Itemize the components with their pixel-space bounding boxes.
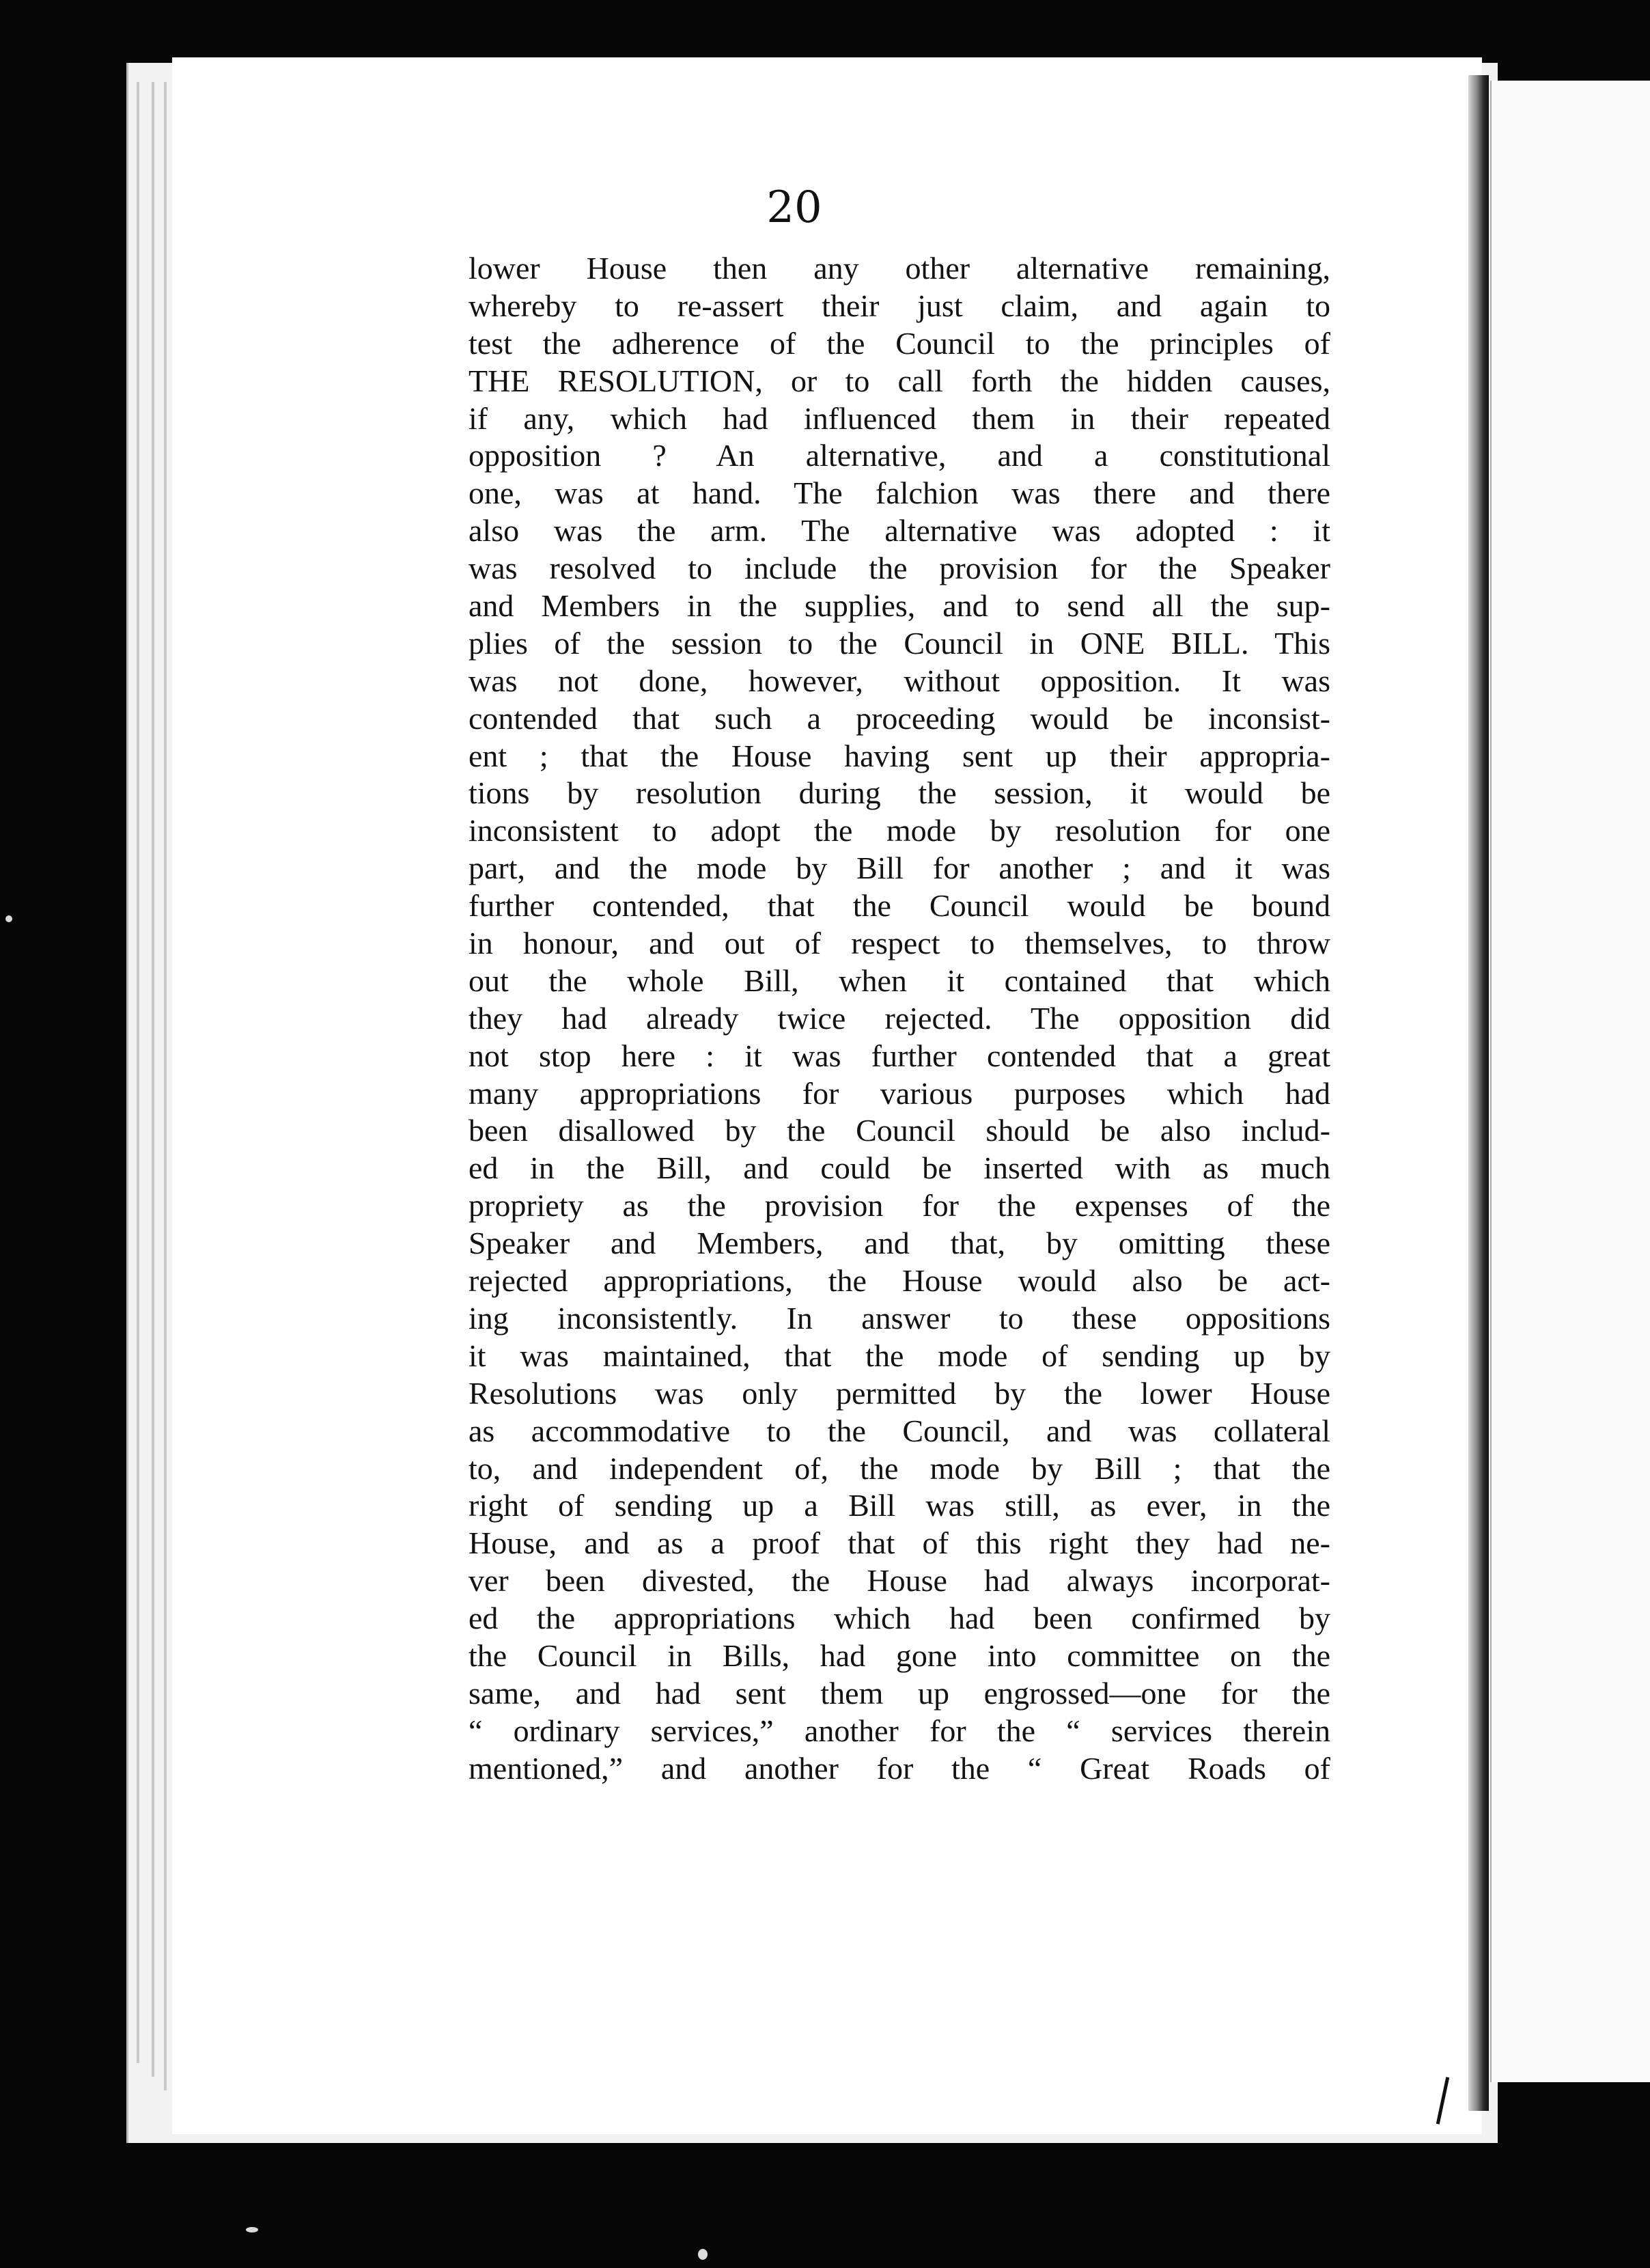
text-line: also was the arm. The alternative was adopted : it (469, 513, 1330, 549)
text-line: right of sending up a Bill was still, as ever, in the (469, 1488, 1330, 1523)
page-gutter (1468, 75, 1489, 2111)
text-line: House, and as a proof that of this right they had ne- (469, 1525, 1330, 1561)
text-line: tions by resolution during the session, it would be (469, 775, 1330, 811)
text-line: ed the appropriations which had been confirmed by (469, 1601, 1330, 1636)
body-text (469, 250, 1330, 1788)
text-line: one, was at hand. The falchion was there and there (469, 475, 1330, 511)
text-line: rejected appropriations, the House would also be act- (469, 1263, 1330, 1299)
page-edge (152, 82, 154, 2077)
text-line: lower House then any other alternative remaining, (469, 251, 1330, 286)
text-line: in honour, and out of respect to themselves, to throw (469, 926, 1330, 961)
page-edge (164, 82, 167, 2090)
text-line: as accommodative to the Council, and was collateral (469, 1413, 1330, 1448)
text-line: was not done, however, without opposition. It was (469, 663, 1330, 698)
text-line: plies of the session to the Council in ONE BILL. This (469, 625, 1330, 661)
speck (698, 2249, 708, 2260)
text-line: if any, which had influenced them in their repeated (469, 400, 1330, 436)
text-line: same, and had sent them up engrossed—one for the (469, 1675, 1330, 1711)
text-line: the Council in Bills, had gone into committee on the (469, 1637, 1330, 1673)
text-line: many appropriations for various purposes which had (469, 1075, 1330, 1111)
text-line: they had already twice rejected. The opposition did (469, 1000, 1330, 1036)
text-line: inconsistent to adopt the mode by resolution for one (469, 813, 1330, 848)
text-line: and Members in the supplies, and to send all the sup- (469, 588, 1330, 624)
text-line: to, and independent of, the mode by Bill ; that the (469, 1450, 1330, 1486)
speck (246, 2227, 258, 2232)
text-line: Resolutions was only permitted by the lower House (469, 1375, 1330, 1411)
text-line: Speaker and Members, and that, by omitting these (469, 1226, 1330, 1261)
page-edge (137, 82, 139, 2063)
text-line: contended that such a proceeding would be inconsist- (469, 700, 1330, 736)
text-line: out the whole Bill, when it contained that which (469, 963, 1330, 998)
text-line: mentioned,” and another for the “ Great Roads of (469, 1750, 1330, 1786)
text-line: ed in the Bill, and could be inserted with as much (469, 1150, 1330, 1186)
text-line: been disallowed by the Council should be also includ- (469, 1113, 1330, 1148)
text-line: test the adherence of the Council to the principles of (469, 325, 1330, 361)
speck (5, 915, 12, 922)
text-line: THE RESOLUTION, or to call forth the hidden causes, (469, 363, 1330, 398)
text-line: ver been divested, the House had always incorporat- (469, 1563, 1330, 1599)
text-line: propriety as the provision for the expenses of the (469, 1188, 1330, 1223)
text-line: opposition ? An alternative, and a constitutional (469, 438, 1330, 473)
text-line: ing inconsistently. In answer to these oppositions (469, 1300, 1330, 1336)
text-line: was resolved to include the provision for the Speaker (469, 551, 1330, 586)
text-line: ent ; that the House having sent up their appropria- (469, 738, 1330, 773)
text-line: whereby to re-assert their just claim, and again to (469, 288, 1330, 323)
text-line: not stop here : it was further contended that a great (469, 1038, 1330, 1073)
text-line: “ ordinary services,” another for the “ services therein (469, 1713, 1330, 1748)
text-line: part, and the mode by Bill for another ; and it was (469, 850, 1330, 886)
text-line: further contended, that the Council would be bound (469, 888, 1330, 924)
facing-page (1490, 81, 1650, 2082)
page-number: 20 (766, 182, 822, 233)
text-line: it was maintained, that the mode of sending up by (469, 1338, 1330, 1373)
